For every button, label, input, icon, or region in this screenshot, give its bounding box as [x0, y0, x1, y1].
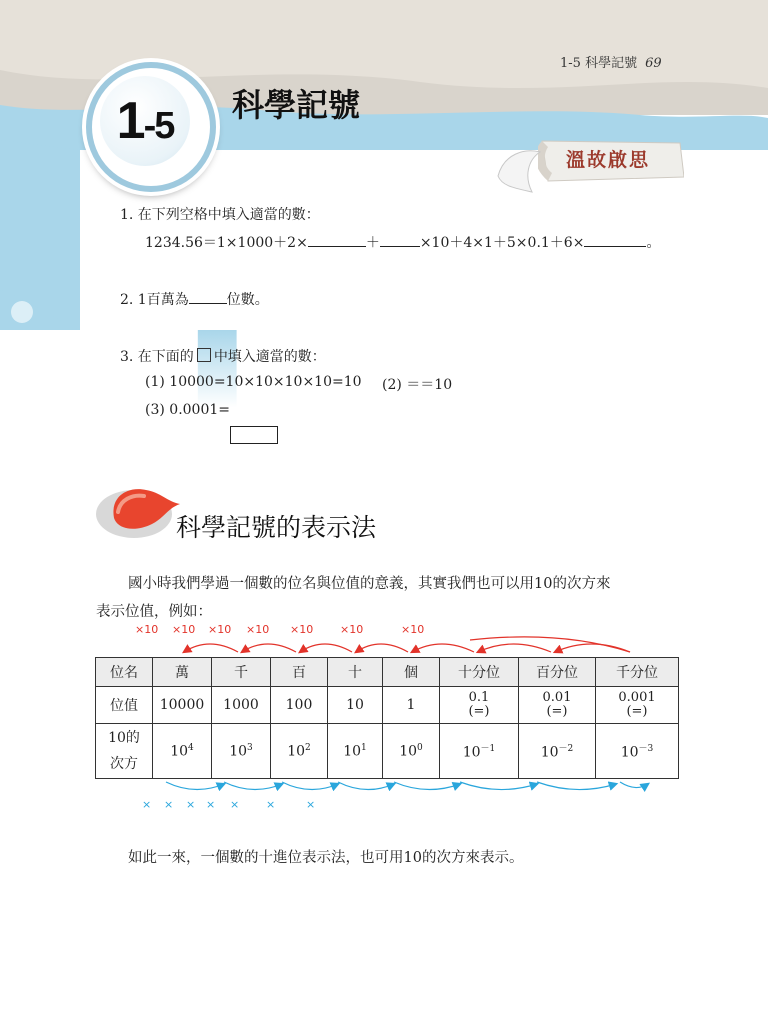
- running-header: [560, 52, 662, 71]
- power-base: 10: [462, 744, 481, 761]
- name-cell: 十: [328, 658, 383, 687]
- value-cell: [596, 687, 679, 724]
- bottom-arrow-label: ×: [164, 798, 174, 811]
- power-exponent: 2: [305, 742, 311, 753]
- table-row-powers: [96, 724, 679, 779]
- row-header-names: 位名: [96, 658, 153, 687]
- q1-expr-part-d: 。: [646, 235, 661, 251]
- section-number: [117, 91, 174, 151]
- value-cell: 100: [271, 687, 328, 724]
- section-title: 科學記號: [232, 86, 361, 124]
- eq-mark: (=): [626, 704, 648, 719]
- top-arrow: [356, 644, 408, 652]
- bottom-arrow-label: ×: [266, 798, 276, 811]
- top-arrow: [300, 644, 352, 652]
- badge-inner: [100, 76, 190, 166]
- value-cell: 10: [328, 687, 383, 724]
- table-row-names: [96, 658, 679, 687]
- bottom-arrow: [460, 782, 537, 790]
- name-cell: 百分位: [519, 658, 596, 687]
- q1-expr-part-b: ＋: [365, 235, 380, 251]
- q3-prompt-b: 中填入適當的數：: [213, 349, 326, 365]
- value-text: 0.001: [618, 690, 656, 705]
- q2-blank[interactable]: [189, 289, 227, 304]
- value-text: 0.01: [542, 690, 572, 705]
- top-arrow-label: ×10: [246, 623, 270, 636]
- power-base: 10: [399, 743, 418, 760]
- bottom-arrow: [620, 782, 648, 788]
- bottom-arrow-label: ×: [230, 798, 240, 811]
- q1-expr-part-a: 1234.56＝1×1000＋2×: [145, 235, 308, 251]
- q3-prompt-a: 3. 在下面的: [120, 349, 194, 365]
- side-fade: [0, 330, 768, 490]
- row-header-powers-2: 次方: [110, 756, 138, 772]
- power-cell: [519, 724, 596, 779]
- name-cell: 十分位: [440, 658, 519, 687]
- top-arrow-label: ×10: [290, 623, 314, 636]
- power-exponent: －2: [558, 744, 574, 755]
- top-arrow-label: ×10: [340, 623, 364, 636]
- power-exponent: 3: [247, 742, 253, 753]
- name-cell: 百: [271, 658, 328, 687]
- name-cell: 個: [383, 658, 440, 687]
- top-arrow-label: ×10: [401, 623, 425, 636]
- top-arrow-label: ×10: [135, 623, 159, 636]
- top-arrow-label: ×10: [172, 623, 196, 636]
- top-arrow-long: [470, 637, 630, 652]
- power-base: 10: [229, 743, 248, 760]
- power-base: 10: [170, 743, 189, 760]
- box-symbol-icon: [197, 348, 211, 362]
- power-cell: [271, 724, 328, 779]
- top-arrow: [412, 644, 474, 652]
- q1-blank-3[interactable]: [584, 232, 646, 247]
- bottom-arrow: [224, 782, 282, 790]
- power-base: 10: [343, 743, 362, 760]
- section-number-main: 1: [116, 92, 144, 150]
- q1-blank-2[interactable]: [380, 232, 420, 247]
- row-header-values: 位值: [96, 687, 153, 724]
- paragraph-2: 如此一來，一個數的十進位表示法，也可用10的次方來表示。: [128, 850, 524, 866]
- power-cell: [440, 724, 519, 779]
- power-base: 10: [287, 743, 306, 760]
- power-exponent: 4: [188, 742, 194, 753]
- speech-bubble-icon: [94, 482, 184, 540]
- bottom-arrow: [537, 782, 616, 790]
- value-cell: 1: [383, 687, 440, 724]
- power-base: 10: [540, 744, 559, 761]
- paragraph-1-line-1: 國小時我們學過一個數的位名與位值的意義，其實我們也可以用10的次方來: [128, 576, 611, 592]
- name-cell: 千分位: [596, 658, 679, 687]
- power-cell: [153, 724, 212, 779]
- power-cell: [212, 724, 271, 779]
- power-cell: [328, 724, 383, 779]
- top-arrow-label: ×10: [208, 623, 232, 636]
- subsection-title: 科學記號的表示法: [176, 513, 377, 542]
- question-3-part-1: (1) 10000=10×10×10×10=10: [145, 374, 362, 390]
- top-arrow: [555, 644, 630, 652]
- power-cell: [596, 724, 679, 779]
- power-exponent: －1: [480, 744, 496, 755]
- section-number-sub: -5: [143, 105, 174, 147]
- top-arrow: [478, 644, 551, 652]
- question-2: [120, 289, 269, 309]
- eq-mark: (=): [468, 704, 490, 719]
- question-1-expression: [145, 232, 660, 252]
- power-exponent: 0: [417, 742, 423, 753]
- header-section-ref: 1-5 科學記號: [560, 56, 638, 71]
- bottom-arrow-label: ×: [306, 798, 316, 811]
- paragraph-1-line-2: 表示位值，例如：: [96, 604, 212, 620]
- power-exponent: 1: [361, 742, 367, 753]
- value-cell: [440, 687, 519, 724]
- top-arrow: [242, 644, 296, 652]
- value-cell: [519, 687, 596, 724]
- eq-mark: (=): [546, 704, 568, 719]
- question-3-part-3: (3) 0.0001=: [145, 402, 230, 418]
- question-3-prompt: [120, 346, 326, 366]
- bottom-arrow-label: ×: [186, 798, 196, 811]
- q2-part-a: 2. 1百萬為: [120, 292, 189, 308]
- name-cell: 萬: [153, 658, 212, 687]
- section-number-badge: [86, 62, 216, 192]
- q2-part-b: 位數。: [226, 292, 269, 308]
- bottom-arrow: [338, 782, 394, 790]
- place-value-table: [95, 657, 679, 779]
- answer-box[interactable]: [230, 426, 278, 444]
- value-cell: 10000: [153, 687, 212, 724]
- bottom-arrow: [166, 782, 224, 790]
- row-header-powers-1: 10的: [108, 730, 140, 746]
- page-number: 69: [645, 56, 662, 71]
- q1-expr-part-c: ×10＋4×1＋5×0.1＋6×: [419, 235, 585, 251]
- power-cell: [383, 724, 440, 779]
- bottom-arrow: [394, 782, 460, 790]
- question-1-prompt: 1. 在下列空格中填入適當的數：: [120, 207, 320, 223]
- name-cell: 千: [212, 658, 271, 687]
- bottom-arrow-label: ×: [206, 798, 216, 811]
- power-base: 10: [620, 744, 639, 761]
- bottom-arrow-label: ×: [142, 798, 152, 811]
- table-row-values: [96, 687, 679, 724]
- power-exponent: －3: [638, 744, 654, 755]
- row-header-powers: [96, 724, 153, 779]
- question-3-part-2: (2) ＝＝10: [382, 377, 453, 393]
- bottom-arrow: [282, 782, 338, 790]
- value-cell: 1000: [212, 687, 271, 724]
- page-curl: [494, 146, 544, 196]
- q1-blank-1[interactable]: [308, 232, 366, 247]
- value-text: 0.1: [468, 690, 490, 705]
- top-arrow: [184, 644, 238, 652]
- review-tag-label: 溫故啟思: [566, 149, 651, 171]
